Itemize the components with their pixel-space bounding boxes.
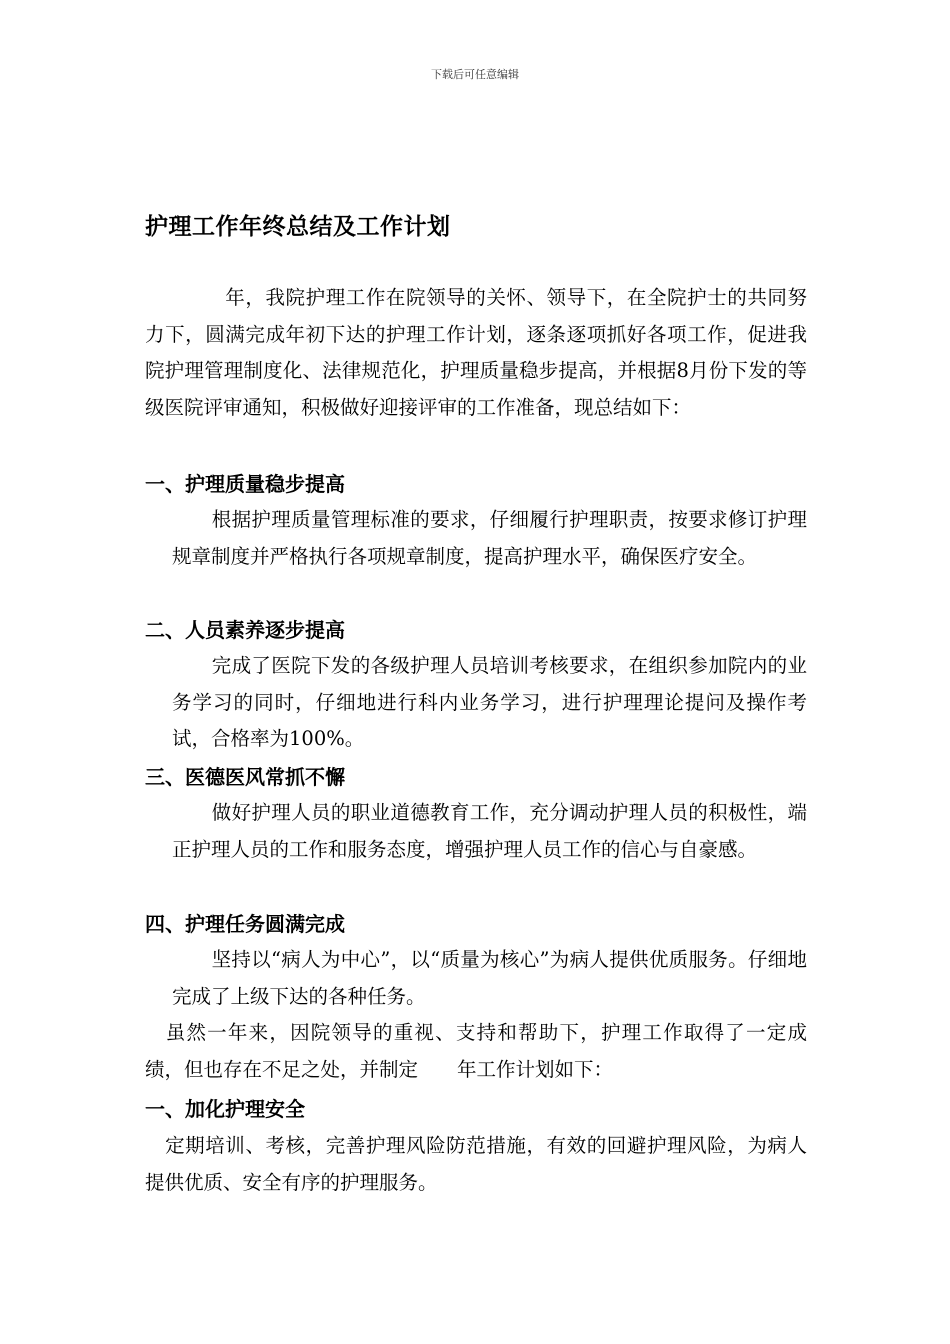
section-1-text: 根据护理质量管理标准的要求，仔细履行护理职责，按要求修订护理规章制度并严格执行各项规章制度，提高护理水平，确保医疗安全。 [172, 508, 807, 568]
section-4-heading: 四、护理任务圆满完成 [145, 912, 345, 936]
document-title: 护理工作年终总结及工作计划 [145, 213, 451, 240]
header-note: 下载后可任意编辑 [431, 68, 519, 81]
plan-1-heading: 一、加化护理安全 [145, 1097, 305, 1121]
section-2-text: 完成了医院下发的各级护理人员培训考核要求，在组织参加院内的业务学习的同时，仔细地进行科内业务学习，进行护理理论提问及操作考试，合格率为100%。 [172, 654, 807, 750]
section-1-heading: 一、护理质量稳步提高 [145, 472, 345, 496]
section-3-text: 做好护理人员的职业道德教育工作，充分调动护理人员的积极性，端正护理人员的工作和服务态度，增强护理人员工作的信心与自豪感。 [172, 801, 807, 861]
section-2-heading: 二、人员素养逐步提高 [145, 618, 345, 642]
plan-1-text: 定期培训、考核，完善护理风险防范措施，有效的回避护理风险，为病人提供优质、安全有序的护理服务。 [145, 1134, 807, 1194]
section-4-text: 坚持以“病人为中心”，以“质量为核心”为病人提供优质服务。仔细地完成了上级下达的各种任务。 [172, 948, 807, 1008]
intro-paragraph: 年，我院护理工作在院领导的关怀、领导下，在全院护士的共同努力下，圆满完成年初下达的护理工作计划，逐条逐项抓好各项工作，促进我院护理管理制度化、法律规范化，护理质量稳步提高，并根据8月份下发的等级医院评审通知，积极做好迎接评审的工作准备，现总结如下： [145, 286, 807, 419]
transition-paragraph: 虽然一年来，因院领导的重视、支持和帮助下，护理工作取得了一定成绩，但也存在不足之处，并制定 年工作计划如下： [145, 1021, 807, 1081]
section-3-heading: 三、医德医风常抓不懈 [145, 765, 345, 789]
